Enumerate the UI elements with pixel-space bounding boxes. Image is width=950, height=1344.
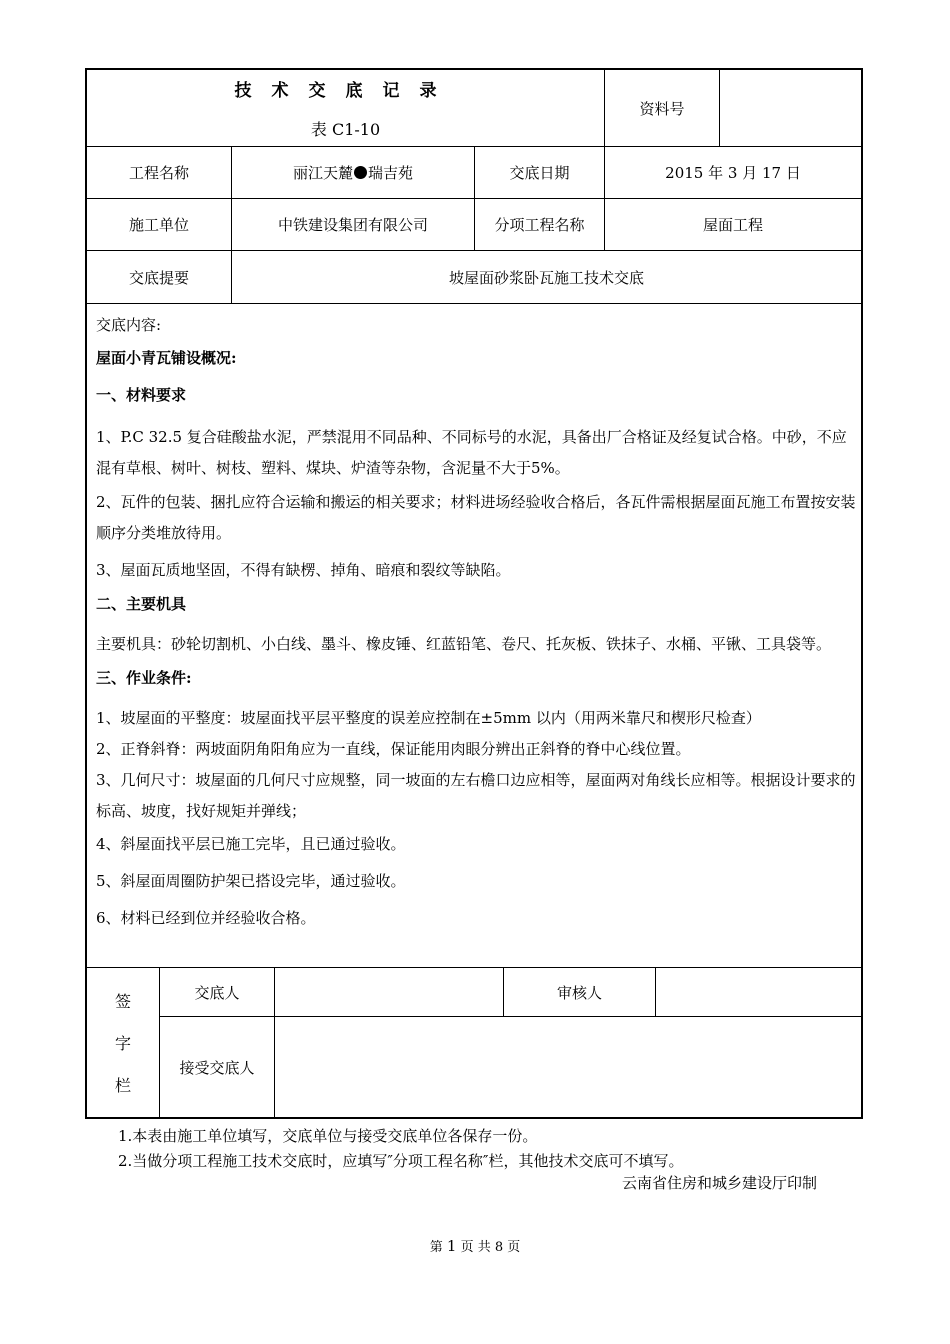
signature-row-discloser (160, 968, 861, 1017)
materials-paragraph-1: 1、P.C 32.5 复合硅酸盐水泥，严禁混用不同品种、不同标号的水泥，具备出厂合格证及经复试合格。中砂，不应混有草根、树叶、树枝、塑料、煤块、炉渣等杂物，含泥量不大于5%。 (96, 428, 847, 477)
note-1: 1.本表由施工单位填写，交底单位与接受交底单位各保存一份。 (118, 1127, 538, 1145)
conditions-paragraph-4: 4、斜屋面找平层已施工完毕，且已通过验收。 (96, 835, 406, 853)
project-name-value: 丽江天麓 瑞吉苑 (232, 147, 475, 198)
discloser-signature-field[interactable] (275, 968, 504, 1016)
disclosure-content (87, 304, 861, 968)
signature-fields (160, 968, 861, 1117)
unit-label: 施工单位 (87, 199, 232, 250)
page-footer: 第 1 页 共 8 页 (429, 1237, 521, 1255)
disclosure-form-table (85, 68, 863, 1119)
form-title: 技术交底记录 (234, 81, 457, 101)
materials-paragraph-3: 3、屋面瓦质地坚固，不得有缺楞、掉角、暗痕和裂纹等缺陷。 (96, 561, 511, 579)
signature-column-label: 签 字 栏 (87, 968, 160, 1117)
date-value: 2015 年 3 月 17 日 (665, 164, 801, 182)
summary-row (87, 251, 861, 304)
tools-paragraph: 主要机具：砂轮切割机、小白线、墨斗、橡皮锤、红蓝铅笔、卷尺、托灰板、铁抹子、水桶、平锹、工具袋等。 (96, 635, 832, 653)
conditions-paragraph-1: 1、坡屋面的平整度：坡屋面找平层平整度的误差应控制在±5mm 以内（用两米靠尺和楔形尺检查） (96, 709, 761, 727)
unit-row (87, 199, 861, 251)
redaction-mark (354, 166, 367, 179)
section-heading-conditions: 三、作业条件: (96, 669, 192, 687)
sub-project-value: 屋面工程 (702, 216, 763, 234)
conditions-paragraph-5: 5、斜屋面周圈防护架已搭设完毕，通过验收。 (96, 872, 406, 890)
reviewer-label: 审核人 (504, 968, 656, 1016)
total-page-number: 8 (494, 1240, 504, 1255)
signature-row-receiver (160, 1017, 861, 1117)
summary-label: 交底提要 (87, 251, 232, 303)
current-page-number: 1 (446, 1237, 457, 1255)
doc-number-label: 资料号 (605, 70, 720, 146)
title-cell (87, 70, 605, 146)
reviewer-signature-field[interactable] (656, 968, 861, 1016)
summary-value: 坡屋面砂浆卧瓦施工技术交底 (448, 268, 644, 287)
discloser-label: 交底人 (160, 968, 275, 1016)
receiver-label: 接受交底人 (160, 1017, 275, 1117)
unit-value: 中铁建设集团有限公司 (232, 199, 475, 250)
doc-number-field[interactable] (720, 70, 861, 146)
form-number: 表 C1-10 (310, 120, 381, 139)
conditions-paragraph-2: 2、正脊斜脊：两坡面阴角阳角应为一直线，保证能用肉眼分辨出正斜脊的脊中心线位置。 (96, 740, 691, 758)
note-2: 2.当做分项工程施工技术交底时，应填写″分项工程名称″栏，其他技术交底可不填写。 (118, 1152, 684, 1170)
receiver-signature-field[interactable] (275, 1017, 861, 1117)
overview-heading: 屋面小青瓦铺设概况: (96, 349, 237, 367)
printer-credit: 云南省住房和城乡建设厅印制 (622, 1174, 818, 1192)
title-row (87, 70, 861, 147)
conditions-paragraph-6: 6、材料已经到位并经验收合格。 (96, 909, 316, 927)
form-notes (118, 1124, 684, 1174)
section-heading-tools: 二、主要机具 (96, 595, 187, 613)
signature-section (87, 968, 861, 1117)
conditions-paragraph-3: 3、几何尺寸：坡屋面的几何尺寸应规整，同一坡面的左右檐口边应相等，屋面两对角线长应相等。根据设计要求的标高、坡度，找好规矩并弹线； (96, 771, 856, 820)
sub-project-label: 分项工程名称 (475, 199, 605, 250)
materials-paragraph-2: 2、瓦件的包装、捆扎应符合运输和搬运的相关要求；材料进场经验收合格后，各瓦件需根据屋面瓦施工布置按安装顺序分类堆放待用。 (96, 493, 856, 542)
project-row (87, 147, 861, 199)
date-label: 交底日期 (475, 147, 605, 198)
section-heading-materials: 一、材料要求 (96, 386, 187, 404)
content-label: 交底内容: (96, 316, 162, 334)
project-name-label: 工程名称 (87, 147, 232, 198)
